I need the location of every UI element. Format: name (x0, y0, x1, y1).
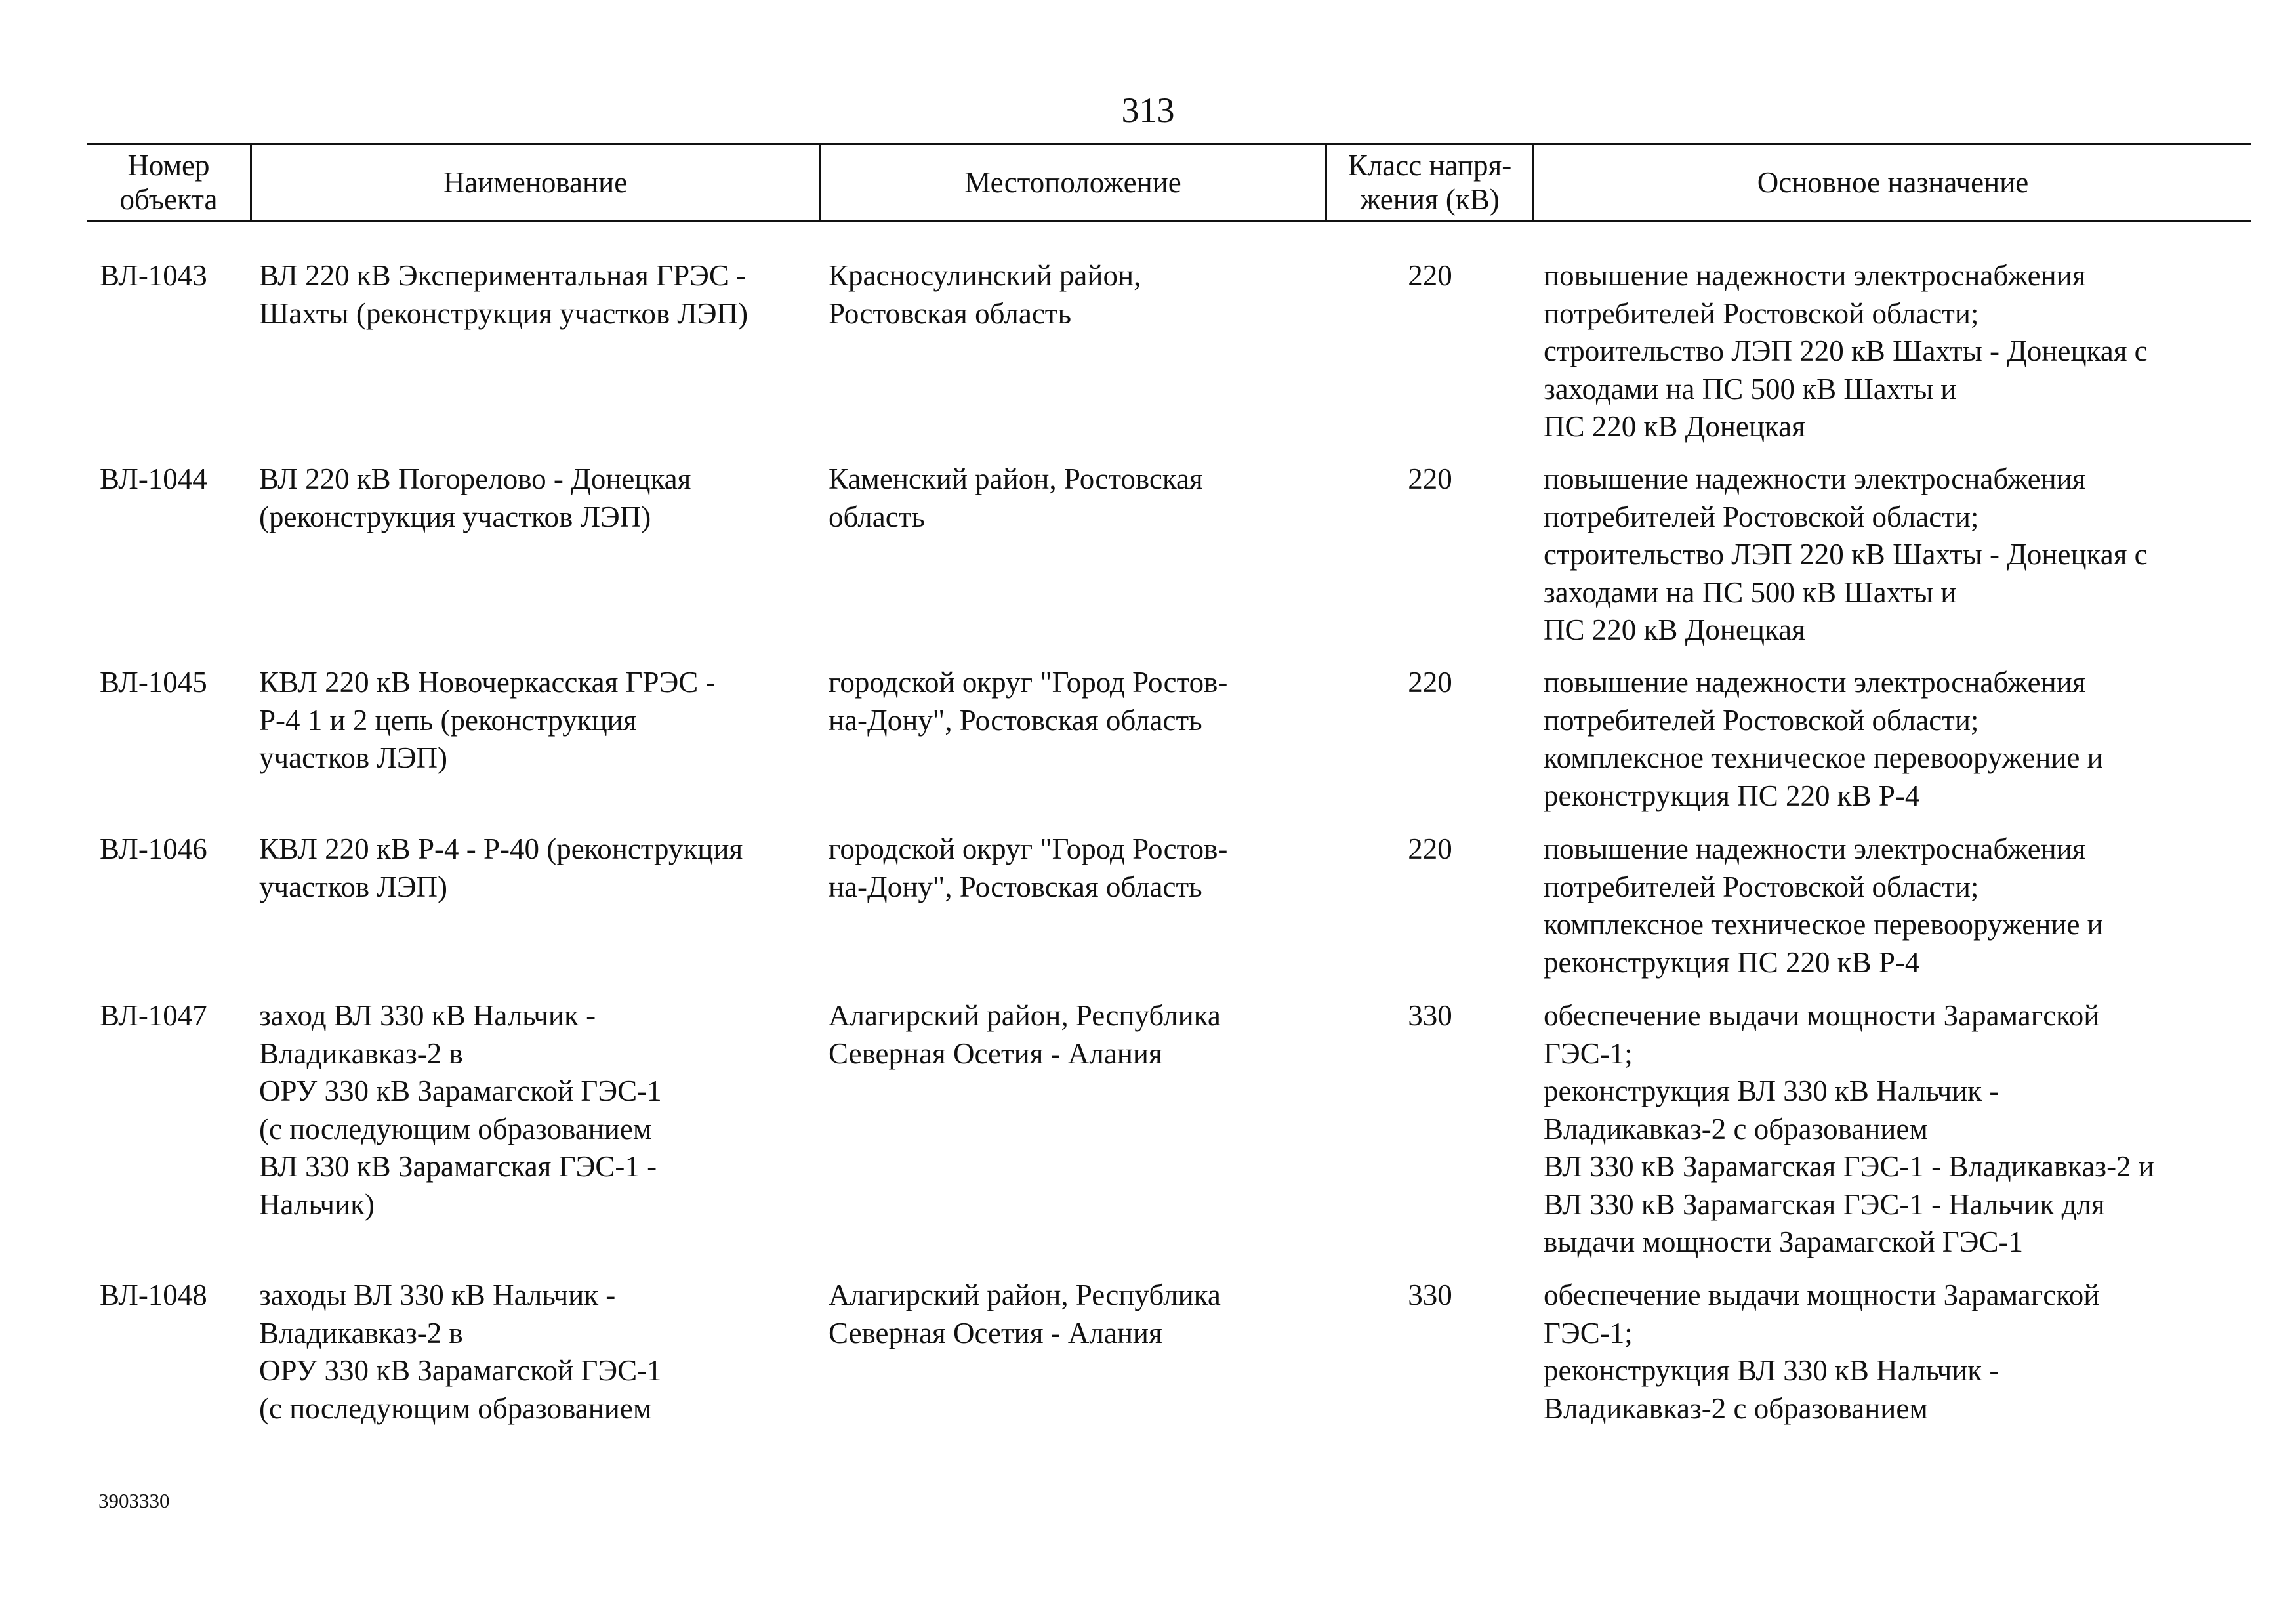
object-voltage: 220 (1408, 666, 1452, 699)
object-number: ВЛ-1046 (100, 832, 207, 865)
object-purpose: повышение надежности электроснабжения потребителей Ростовской области; комплексное техническое перевооружение и реконструкция ПС 220 кВ Р-4 (1544, 832, 2103, 979)
document-code: 3903330 (98, 1489, 170, 1512)
page-number: 313 (1121, 91, 1175, 130)
object-location: Каменский район, Ростовская область (829, 462, 1203, 533)
object-location: Алагирский район, Республика Северная Осетия - Алания (829, 999, 1221, 1070)
object-location: городской округ "Город Ростов- на-Дону", Ростовская область (829, 832, 1228, 903)
object-purpose: повышение надежности электроснабжения потребителей Ростовской области; комплексное техническое перевооружение и реконструкция ПС 220 кВ Р-4 (1544, 666, 2103, 812)
object-name: КВЛ 220 кВ Р-4 - Р-40 (реконструкция участков ЛЭП) (259, 832, 743, 903)
header-name: Наименование (443, 166, 628, 199)
object-number: ВЛ-1047 (100, 999, 207, 1032)
object-purpose: повышение надежности электроснабжения потребителей Ростовской области; строительство ЛЭП 220 кВ Шахты - Донецкая с заходами на ПС 500 кВ Шахты и ПС 220 кВ Донецкая (1544, 259, 2148, 443)
header-purpose: Основное назначение (1757, 166, 2029, 199)
object-number: ВЛ-1048 (100, 1279, 207, 1311)
object-location: Алагирский район, Республика Северная Осетия - Алания (829, 1279, 1221, 1349)
object-number: ВЛ-1044 (100, 462, 207, 495)
object-purpose: обеспечение выдачи мощности Зарамагской ГЭС-1; реконструкция ВЛ 330 кВ Нальчик - Владикавказ-2 с образованием ВЛ 330 кВ Зарамагская ГЭС-1 - Владикавказ-2 и ВЛ 330 кВ Зарамагская ГЭС-1 - Нальчик для выдачи мощности Зарамагской ГЭС-1 (1544, 999, 2154, 1258)
object-name: ВЛ 220 кВ Погорелово - Донецкая (реконструкция участков ЛЭП) (259, 462, 691, 533)
object-number: ВЛ-1043 (100, 259, 207, 292)
object-voltage: 220 (1408, 259, 1452, 292)
header-voltage-class: Класс напря- жения (кВ) (1347, 149, 1512, 216)
object-voltage: 220 (1408, 462, 1452, 495)
object-name: заход ВЛ 330 кВ Нальчик - Владикавказ-2 в ОРУ 330 кВ Зарамагской ГЭС-1 (с последующим образованием ВЛ 330 кВ Зарамагская ГЭС-1 - Нальчик) (259, 999, 662, 1221)
object-name: КВЛ 220 кВ Новочеркасская ГРЭС - Р-4 1 и 2 цепь (реконструкция участков ЛЭП) (259, 666, 716, 774)
object-location: Красносулинский район, Ростовская область (829, 259, 1141, 330)
object-number: ВЛ-1045 (100, 666, 207, 699)
table-header-bottom-rule (87, 220, 2251, 222)
header-location: Местоположение (964, 166, 1181, 199)
object-location: городской округ "Город Ростов- на-Дону", Ростовская область (829, 666, 1228, 737)
object-purpose: обеспечение выдачи мощности Зарамагской ГЭС-1; реконструкция ВЛ 330 кВ Нальчик - Владикавказ-2 с образованием (1544, 1279, 2100, 1425)
object-name: заходы ВЛ 330 кВ Нальчик - Владикавказ-2 в ОРУ 330 кВ Зарамагской ГЭС-1 (с последующим образованием (259, 1279, 662, 1425)
header-object-number: Номер объекта (119, 149, 218, 216)
object-voltage: 330 (1408, 999, 1452, 1032)
object-voltage: 330 (1408, 1279, 1452, 1311)
object-purpose: повышение надежности электроснабжения потребителей Ростовской области; строительство ЛЭП 220 кВ Шахты - Донецкая с заходами на ПС 500 кВ Шахты и ПС 220 кВ Донецкая (1544, 462, 2148, 646)
object-name: ВЛ 220 кВ Экспериментальная ГРЭС - Шахты (реконструкция участков ЛЭП) (259, 259, 748, 330)
object-voltage: 220 (1408, 832, 1452, 865)
